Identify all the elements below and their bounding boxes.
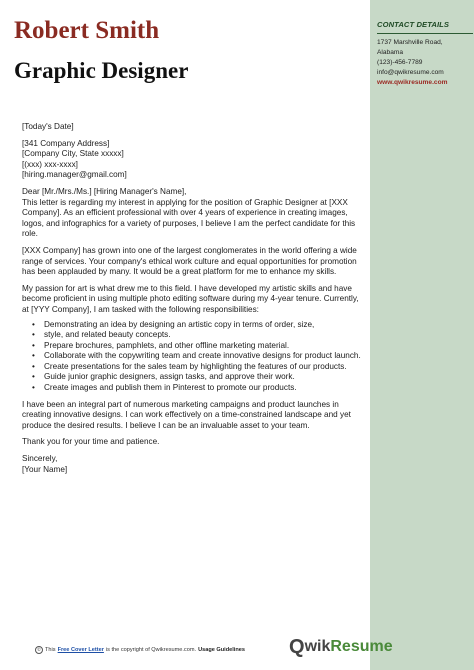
list-item: • Prepare brochures, pamphlets, and other offline marketing material.: [22, 341, 362, 352]
candidate-name: Robert Smith: [14, 17, 160, 44]
contact-sidebar: [370, 0, 474, 670]
list-item: • style, and related beauty concepts.: [22, 330, 362, 341]
salutation: Dear [Mr./Mrs./Ms.] [Hiring Manager's Name],: [22, 186, 187, 196]
thanks-line: Thank you for your time and patience.: [22, 437, 160, 447]
usage-guidelines-link[interactable]: Usage Guidelines: [198, 647, 246, 653]
contact-address-line2: Alabama: [377, 49, 404, 56]
contact-address-line1: 1737 Marshville Road,: [377, 39, 443, 46]
recipient-line: [hiring.manager@gmail.com]: [22, 170, 127, 180]
paragraph-passion: My passion for art is what drew me to this field. I have developed my artistic skills and have become proficient in using multiple photo editing software during my 4-year tenure. Currently, at [YYY Company], I am tasked with the following responsibilities:: [22, 283, 359, 314]
list-item: • Demonstrating an idea by designing an artistic copy in terms of order, size,: [22, 320, 362, 331]
contact-details-heading: CONTACT DETAILS: [377, 20, 473, 34]
paragraph-intro: This letter is regarding my interest in applying for the position of Graphic Designer at [XXX Company]. As an efficient professional with over 4 years of experience in creating images, logos, and infographics for a variety of purposes, I believe I am the perfect candidate for this role.: [22, 197, 356, 239]
logo-resume-text: Resume: [330, 638, 393, 655]
responsibilities-list: [22, 320, 362, 394]
copyright-footer: [35, 646, 245, 654]
recipient-line: [Company City, State xxxxx]: [22, 149, 124, 159]
signature-name: [Your Name]: [22, 464, 68, 474]
footer-copyright-text: is the copyright of Qwikresume.com.: [105, 647, 197, 653]
recipient-line: [(xxx) xxx-xxxx]: [22, 159, 78, 169]
recipient-block: [22, 139, 362, 181]
list-item: • Create presentations for the sales team by highlighting the features of our products.: [22, 362, 362, 373]
copyright-icon: ©: [35, 646, 43, 654]
contact-phone: (123)-456-7789: [377, 59, 423, 66]
logo-q-letter: Q: [289, 635, 305, 658]
recipient-line: [341 Company Address]: [22, 138, 110, 148]
footer-prefix: This: [45, 647, 56, 653]
paragraph-company: [XXX Company] has grown into one of the largest conglomerates in the world offering a wide range of services. Your company's ethical work culture and equal opportunities for promotion has been applauded by many. It would be a great platform for me to enhance my skills.: [22, 245, 357, 277]
paragraph-closing: I have been an integral part of numerous marketing campaigns and product launches in creating innovative designs. I can work effectively on a time-constrained landscape and yet produce the desired results. I believe I can be an invaluable asset to your team.: [22, 399, 351, 430]
contact-email[interactable]: info@qwikresume.com: [377, 69, 444, 76]
logo-wik-text: wik: [304, 638, 331, 655]
list-item: • Create images and publish them in Pinterest to promote our products.: [22, 383, 362, 394]
list-item: • Collaborate with the copywriting team and create innovative designs for product launch.: [22, 351, 362, 362]
signature-block: [22, 454, 362, 475]
job-title: Graphic Designer: [14, 58, 189, 83]
free-cover-letter-link[interactable]: Free Cover Letter: [57, 647, 104, 653]
contact-website[interactable]: www.qwikresume.com: [377, 79, 448, 86]
letter-date: [Today's Date]: [22, 122, 74, 131]
closing-line: Sincerely,: [22, 454, 58, 464]
qwikresume-logo[interactable]: [289, 635, 393, 659]
letter-body: [22, 122, 362, 481]
list-item: • Guide junior graphic designers, assign tasks, and approve their work.: [22, 372, 362, 383]
